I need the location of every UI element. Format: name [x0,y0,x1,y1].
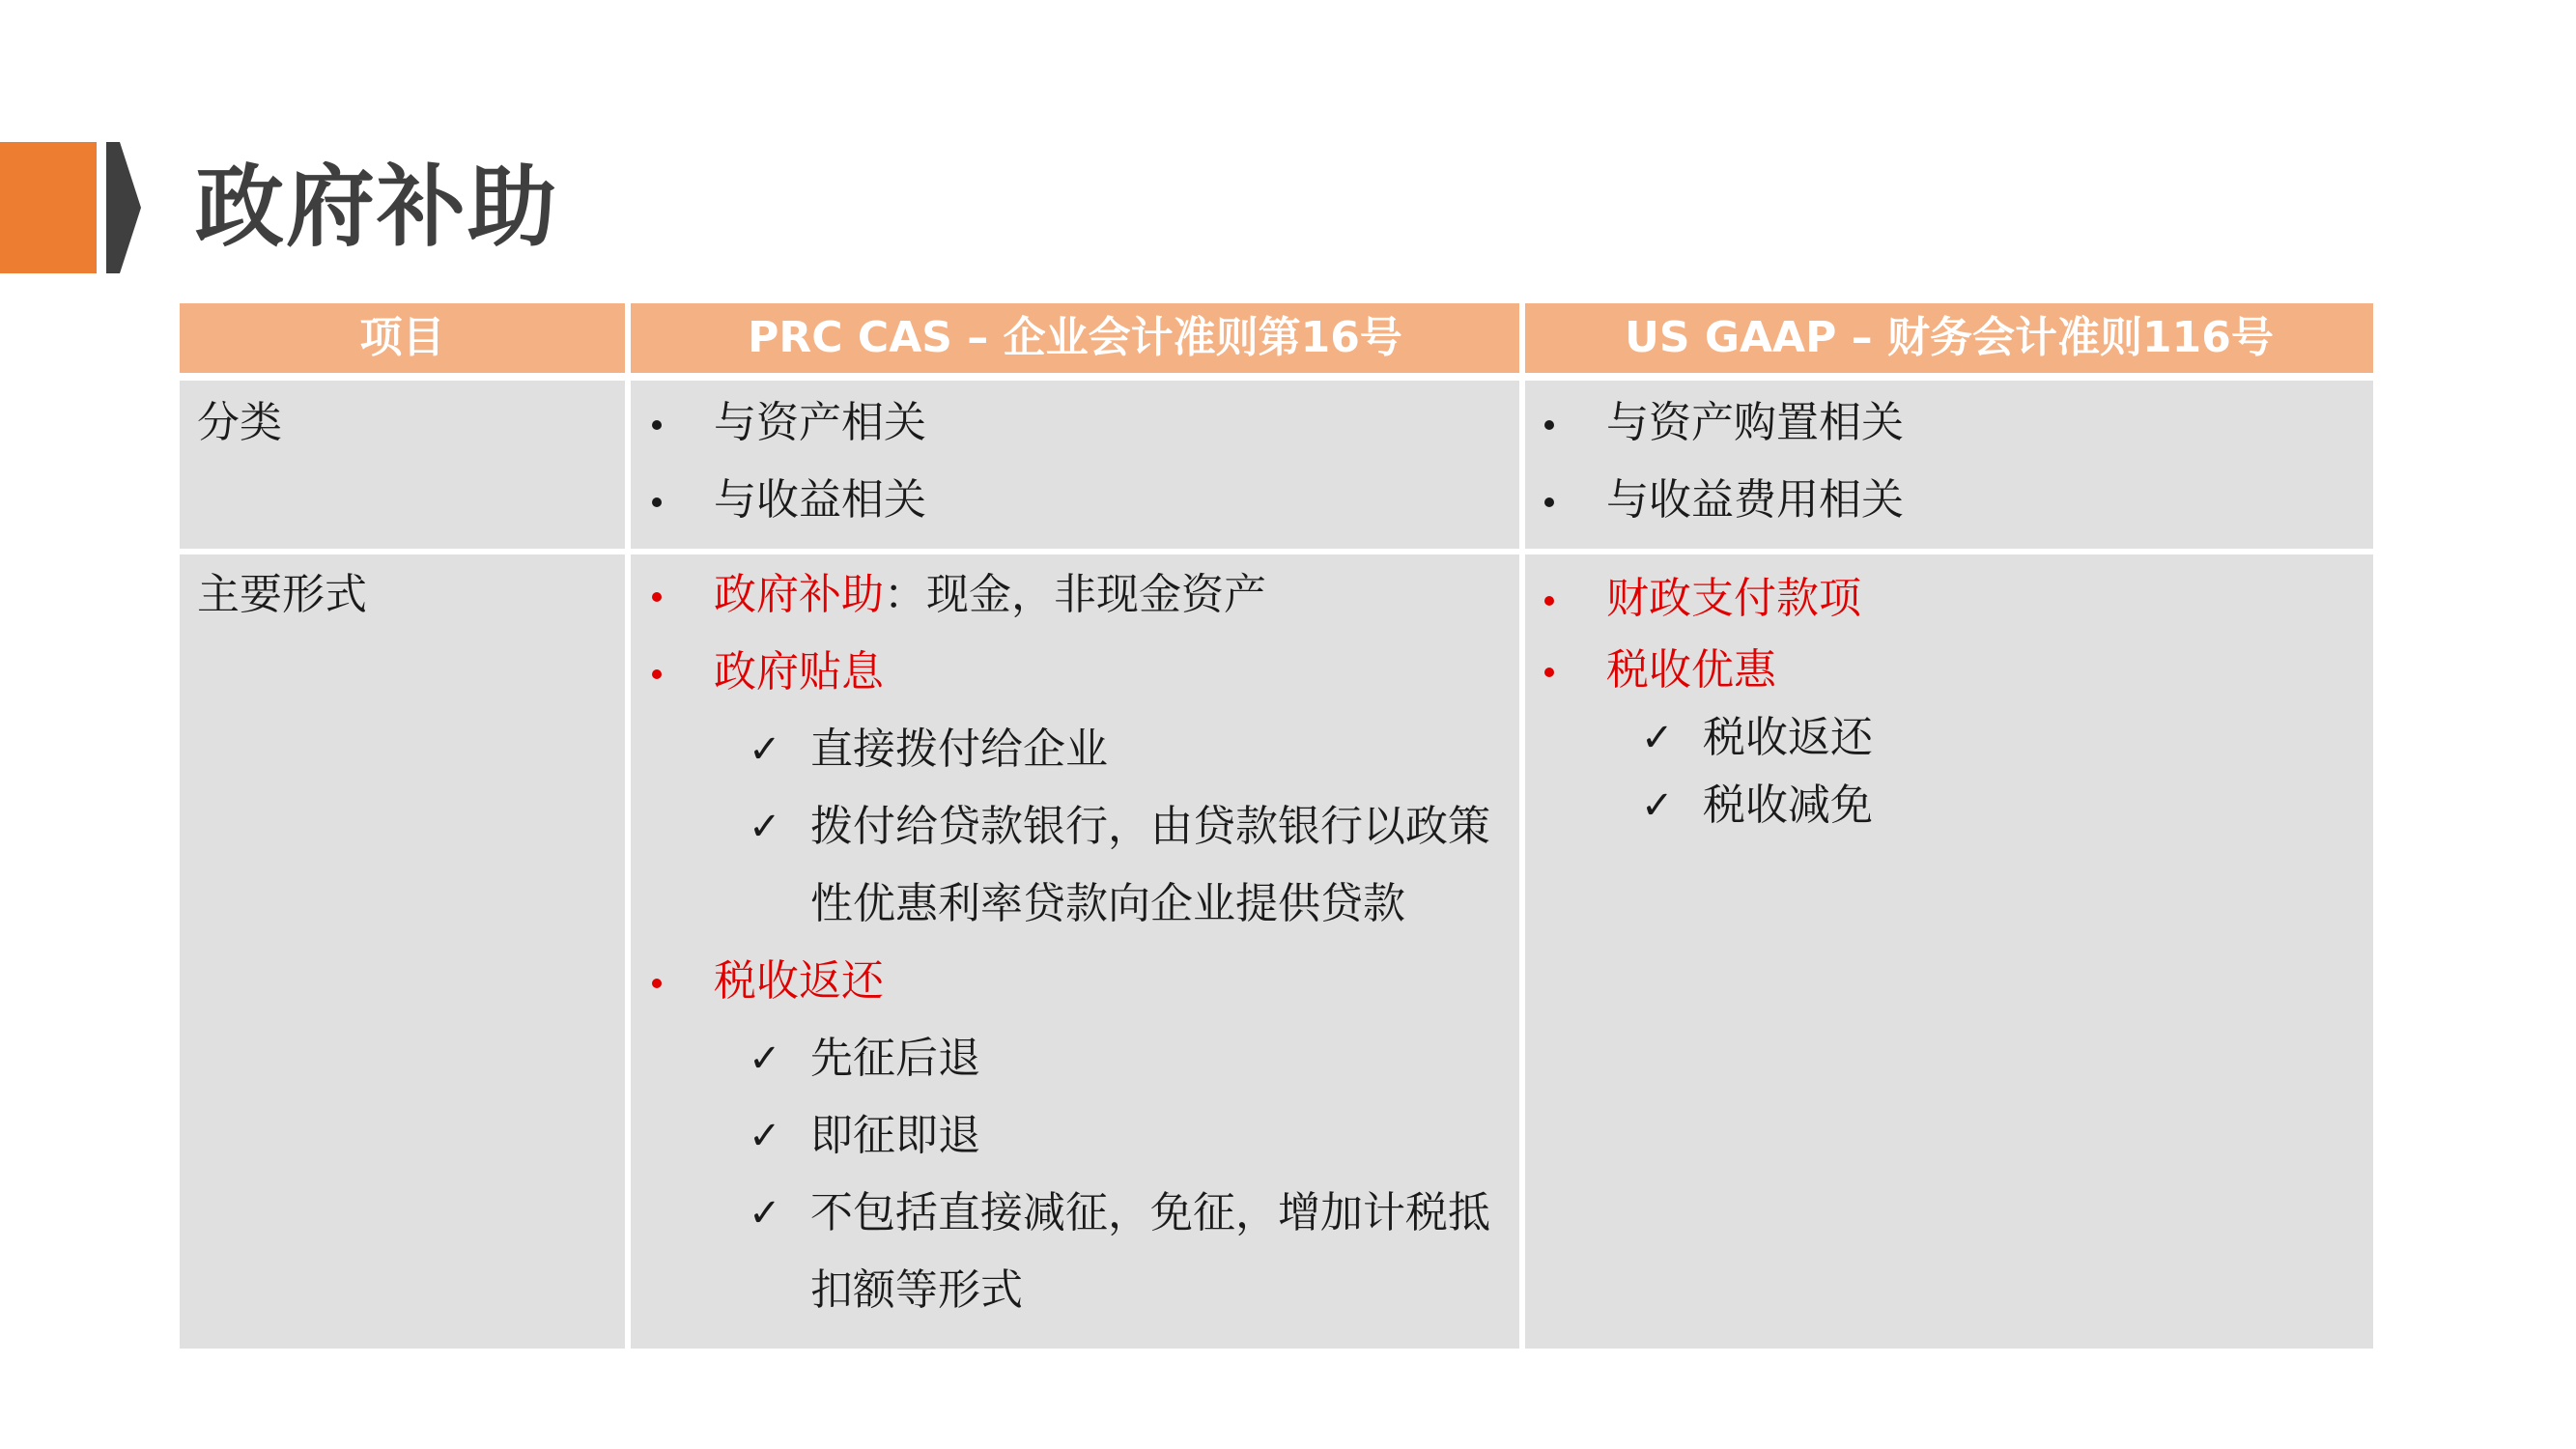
list-item-highlight: 财政支付款项 [1606,574,1861,623]
checkmark-icon: ✓ [749,1037,781,1081]
sub-list-item-text: 扣额等形式 [810,1265,1023,1315]
row-forms-prc-cell [631,554,1519,1349]
bullet-icon [1544,560,1564,606]
checkmark-icon: ✓ [749,805,781,849]
row-classification-prc-cell [631,381,1519,549]
bullet-icon [1544,462,1564,507]
row-forms-label-cell [180,554,625,1349]
bullet-icon [1544,632,1564,677]
chevron-marker-icon [106,142,141,273]
row-forms-us-cell [1525,554,2373,1349]
bullet-icon [652,943,671,988]
slide-title: 政府补助 [195,156,559,259]
header-us-gaap: US GAAP – 财务会计准则116号 [1525,303,2373,373]
list-item-text: 与收益相关 [714,475,926,525]
comparison-table [180,303,2373,1349]
row-classification-label-cell [180,381,625,549]
bullet-icon [1544,384,1564,430]
bullet-icon [652,634,671,679]
list-item-text: 与资产相关 [714,398,926,447]
checkmark-icon: ✓ [1641,783,1674,828]
row-classification-us-cell [1525,381,2373,549]
header-prc-cas: PRC CAS – 企业会计准则第16号 [631,303,1519,373]
row-classification-label: 分类 [197,398,282,447]
sub-list-item-text: 即征即退 [810,1111,980,1160]
list-item-text: ：现金，非现金资产 [884,570,1266,619]
bullet-icon [652,462,671,507]
sub-list-item-text: 税收减免 [1703,781,1873,830]
checkmark-icon: ✓ [749,1114,781,1158]
header-item: 项目 [180,303,625,373]
sub-list-item-text: 先征后退 [810,1034,980,1083]
sub-list-item-text: 拨付给贷款银行，由贷款银行以政策 [810,802,1490,851]
list-item-highlight: 税收返还 [714,956,884,1006]
checkmark-icon: ✓ [749,727,781,772]
list-item-text: 与资产购置相关 [1606,398,1904,447]
checkmark-icon: ✓ [749,1191,781,1236]
title-accent-block [0,142,97,273]
bullet-icon [652,556,671,602]
checkmark-icon: ✓ [1641,716,1674,760]
list-item-highlight: 税收优惠 [1606,645,1776,695]
list-item-highlight: 政府补助 [714,570,884,619]
row-forms-label: 主要形式 [197,570,367,619]
list-item-text: 与收益费用相关 [1606,475,1904,525]
sub-list-item-text: 税收返还 [1703,713,1873,762]
sub-list-item-text: 不包括直接减征，免征，增加计税抵 [810,1188,1490,1237]
sub-list-item-text: 直接拨付给企业 [810,724,1108,774]
bullet-icon [652,384,671,430]
list-item-highlight: 政府贴息 [714,647,884,696]
sub-list-item-text: 性优惠利率贷款向企业提供贷款 [810,879,1405,928]
